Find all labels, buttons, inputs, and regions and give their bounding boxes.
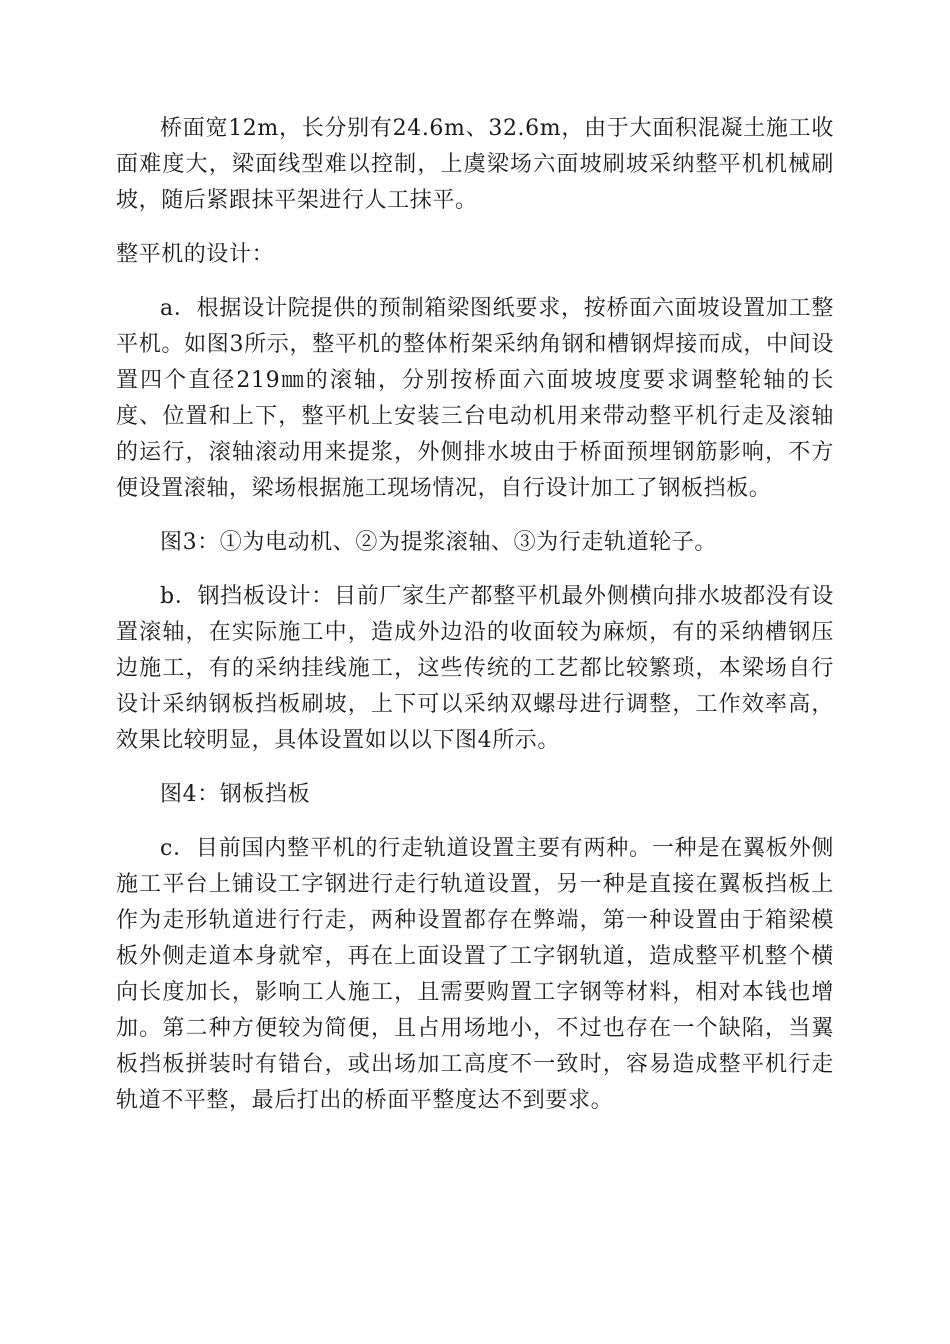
paragraph-c-track: c．目前国内整平机的行走轨道设置主要有两种。一种是在翼板外侧施工平台上铺设工字钢进行走行轨道设置，另一种是直接在翼板挡板上作为走形轨道进行行走，两种设置都存在弊端，第一种设置由于箱梁模板外侧走道本身就窄，再在上面设置了工字钢轨道，造成整平机整个横向长度加长，影响工人施工，且需要购置工字钢等材料，相对本钱也增加。第二种方便较为简便，且占用场地小，不过也存在一个缺陷，当翼板挡板拼装时有错台，或出场加工高度不一致时，容易造成整平机行走轨道不平整，最后打出的桥面平整度达不到要求。 bbox=[116, 836, 834, 1113]
paragraph-bridge-deck: 桥面宽12m，长分别有24.6m、32.6m，由于大面积混凝土施工收面难度大，梁面线型难以控制，上虞梁场六面坡刷坡采纳整平机机械刷坡，随后紧跟抹平架进行人工抹平。 bbox=[116, 116, 834, 213]
document-body bbox=[116, 111, 834, 1137]
heading-leveler-design: 整平机的设计： bbox=[116, 242, 275, 267]
paragraph-b-steel-baffle: b．钢挡板设计：目前厂家生产都整平机最外侧横向排水坡都没有设置滚轴，在实际施工中，造成外边沿的收面较为麻烦，有的采纳槽钢压边施工，有的采纳挂线施工，这些传统的工艺都比较繁琐，本梁场自行设计采纳钢板挡板刷坡，上下可以采纳双螺母进行调整，工作效率高，效果比较明显，具体设置如以以下图4所示。 bbox=[116, 584, 834, 753]
paragraph-a-leveler: a．根据设计院提供的预制箱梁图纸要求，按桥面六面坡设置加工整平机。如图3所示，整平机的整体桁架采纳角钢和槽钢焊接而成，中间设置四个直径219㎜的滚轴，分别按桥面六面坡坡度要求调整轮轴的长度、位置和上下，整平机上安装三台电动机用来带动整平机行走及滚轴的运行，滚轴滚动用来提浆，外侧排水坡由于桥面预埋钢筋影响，不方便设置滚轴，梁场根据施工现场情况，自行设计加工了钢板挡板。 bbox=[116, 296, 834, 501]
caption-figure-4: 图4：钢板挡板 bbox=[160, 782, 311, 807]
caption-figure-3: 图3：①为电动机、②为提浆滚轴、③为行走轨道轮子。 bbox=[160, 530, 717, 555]
